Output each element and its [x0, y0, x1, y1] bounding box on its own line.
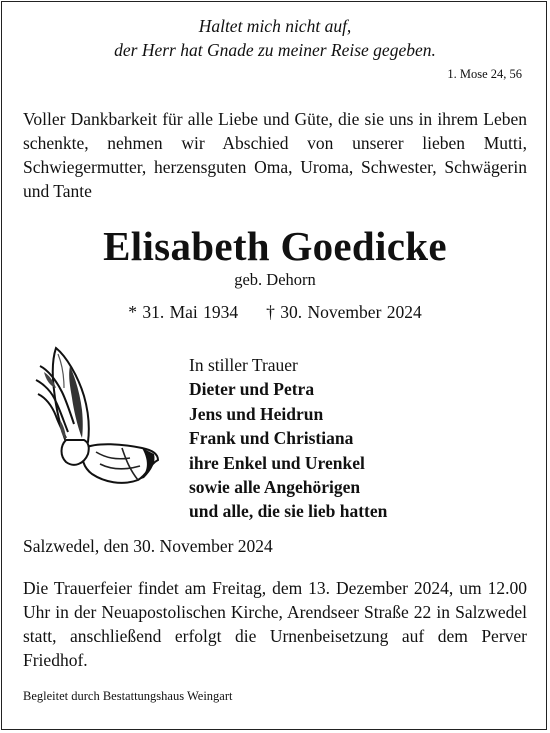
bible-quote: [0, 14, 550, 62]
mourner-line: Jens und Heidrun: [189, 403, 324, 424]
service-details: Die Trauerfeier findet am Freitag, dem 13. Dezember 2024, um 12.00 Uhr in der Neuapostolischen Kirche, Arendseer Straße 22 in Salzwedel statt, anschließend erfolgt die Urnenbeisetzung auf dem Perver Friedhof.: [23, 578, 527, 670]
quote-line-1: Haltet mich nicht auf,: [198, 16, 352, 36]
mourners-list: [189, 353, 387, 524]
mourner-line: und alle, die sie lieb hatten: [189, 501, 388, 522]
mourner-line: Dieter und Petra: [189, 379, 315, 400]
quote-line-2: der Herr hat Gnade zu meiner Reise gegeben.: [114, 40, 436, 60]
undertaker-credit: Begleitet durch Bestattungshaus Weingart: [23, 689, 233, 703]
life-dates: [0, 302, 550, 323]
mourner-line: sowie alle Angehörigen: [189, 477, 361, 498]
mourner-line: Frank und Christiana: [189, 428, 354, 449]
birth-date: * 31. Mai 1934: [128, 302, 239, 322]
intro-paragraph: Voller Dankbarkeit für alle Liebe und Güte, die sie uns in ihrem Leben schenkte, nehmen wir Abschied von unserer lieben Mutti, Schwiegermutter, herzensguten Oma, Uroma, Schwester, Schwägerin und Tante: [23, 109, 527, 201]
place-and-date: Salzwedel, den 30. November 2024: [23, 536, 273, 556]
death-date: † 30. November 2024: [266, 302, 422, 322]
mourners-intro: In stiller Trauer: [189, 355, 298, 375]
deceased-name: Elisabeth Goedicke: [103, 223, 447, 269]
mourner-line: ihre Enkel und Urenkel: [189, 452, 365, 473]
quote-reference: 1. Mose 24, 56: [447, 67, 522, 81]
birth-name: geb. Dehorn: [234, 270, 316, 289]
praying-hands-icon: [26, 336, 166, 496]
